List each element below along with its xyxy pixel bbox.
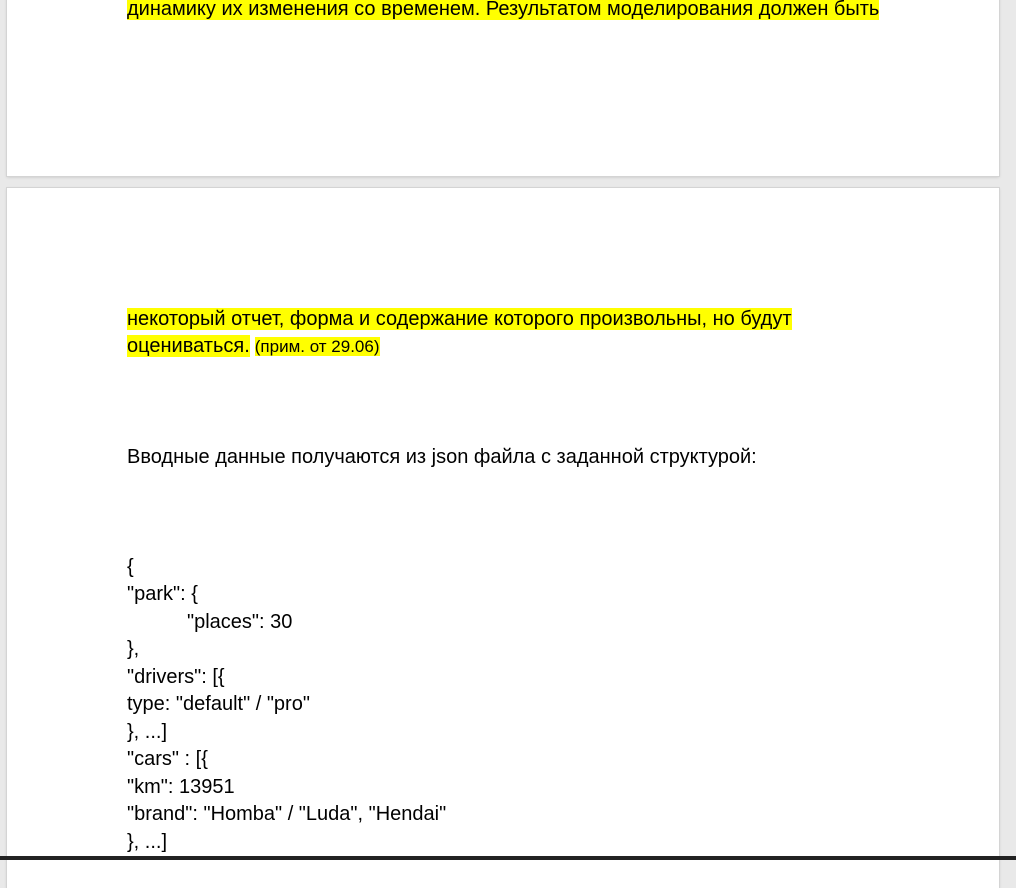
highlighted-text: динамику их изменения со временем. Результатом моделирования должен быть [127, 0, 880, 20]
code-line: "drivers": [{ [127, 666, 225, 688]
paragraph-line [127, 0, 879, 23]
paragraph-line [127, 306, 792, 333]
code-line: "km": 13951 [127, 776, 235, 798]
highlighted-text: некоторый отчет, форма и содержание которого произвольны, но будут [127, 308, 792, 330]
intro-paragraph: Вводные данные получаются из json файла с заданной структурой: [127, 446, 757, 468]
revision-note: (прим. от 29.06) [254, 337, 380, 356]
highlighted-text: оцениваться. [127, 335, 250, 357]
document-page-1 [7, 0, 999, 176]
document-page-2 [7, 188, 999, 888]
code-line: }, ...] [127, 831, 168, 853]
code-line: "brand": "Homba" / "Luda", "Hendai" [127, 803, 447, 825]
paragraph-line [127, 333, 380, 360]
code-line: "cars" : [{ [127, 748, 208, 770]
code-line: "places": 30 [187, 611, 293, 633]
code-line: type: "default" / "pro" [127, 693, 310, 715]
code-line: { [127, 556, 134, 578]
code-line: "park": { [127, 583, 198, 605]
window-bottom-edge [0, 856, 1016, 860]
code-line: }, ...] [127, 721, 168, 743]
code-line: }, [127, 638, 140, 660]
